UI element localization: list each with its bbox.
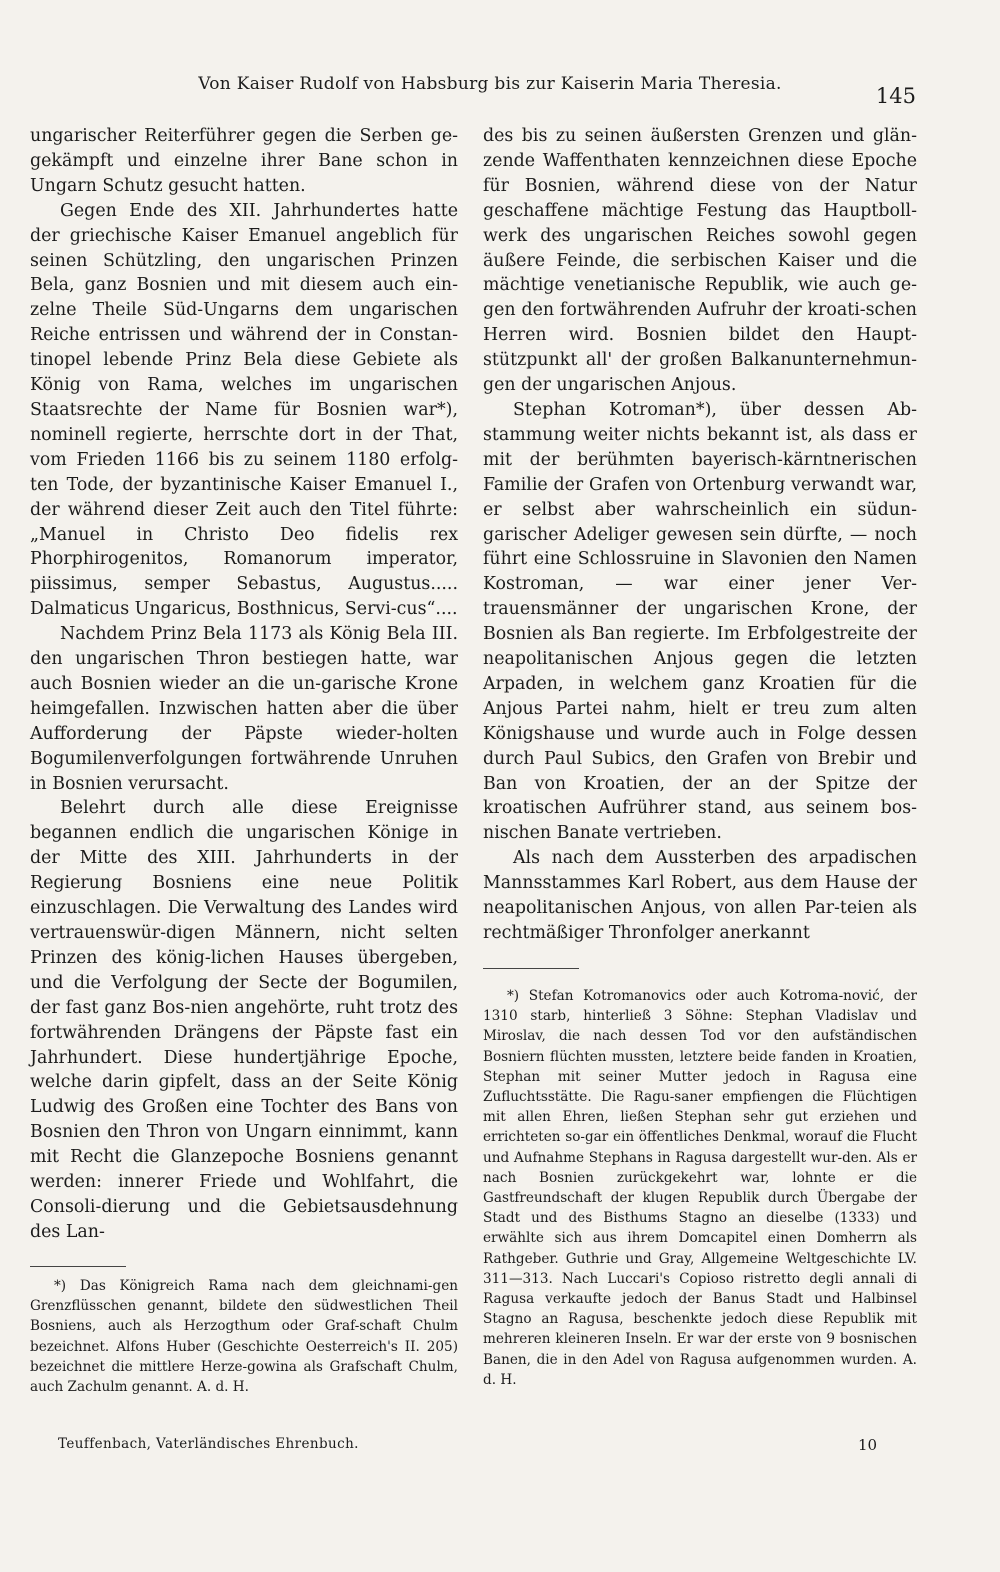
left-paragraph-4: Belehrt durch alle diese Ereignisse begannen endlich die ungarischen Könige in der Mitte des XIII. Jahrhunderts in der Regierung Bosniens eine neue Politik einzuschlagen. Die Verwaltung des Landes wird vertrauenswür-digen Männern, nicht selten Prinzen des könig-lichen Hauses übergeben, und die Verfolgung der Secte der Bogumilen, der fast ganz Bos-nien angehörte, ruht trotz des fortwährenden Drängens der Päpste fast ein Jahrhundert. Diese hundertjährige Epoche, welche darin gipfelt, dass an der Seite König Ludwig des Großen eine Tochter des Bans von Bosnien den Thron von Ungarn einnimmt, kann mit Recht die Glanzepoche Bosniens genannt werden: innerer Friede und Wohlfahrt, die Consoli-dierung und die Gebietsausdehnung des Lan- [30,798,458,1242]
left-footnote [30,1276,458,1397]
right-footnote-text: *) Stefan Kotromanovics oder auch Kotroma-nović, der 1310 starb, hinterließ 3 Söhne: Stephan Vladislav und Miroslav, die nach dessen Tod vor den aufständischen Bosniern flüchten mussten, letztere beide fanden in Kroatien, Stephan mit seiner Mutter jedoch in Ragusa eine Zufluchtsstätte. Die Ragu-saner empfiengen die Flüchtigen mit allen Ehren, ließen Stephan sehr gut erziehen und errichteten so-gar ein öffentliches Denkmal, worauf die Flucht und Aufnahme Stephans in Ragusa dargestellt wur-den. Als er nach Bosnien zurückgekehrt war, lohnte er die Gastfreundschaft der klugen Republik durch Übergabe der Stadt und des Bisthums Stagno an dieselbe (1333) und erwählte sich aus ihrem Domcapitel einen Domherrn als Rathgeber. Guthrie und Gray, Allgemeine Weltgeschichte LV. 311—313. Nach Luccari's Copioso ristretto degli annali di Ragusa verkaufte jedoch der Banus Stadt und Halbinsel Stagno an Ragusa, beschenkte jedoch diese Republik mit mehreren kleineren Inseln. Er war der erste von 9 bosnischen Banen, die in den Adel von Ragusa aufgenommen wurden. A. d. H. [483,988,917,1388]
page-number: 145 [875,84,916,108]
right-footnote [483,986,917,1390]
left-paragraph-2: Gegen Ende des XII. Jahrhundertes hatte der griechische Kaiser Emanuel angeblich für seinen Schützling, den ungarischen Prinzen Bela, ganz Bosnien und mit diesem auch ein-zelne Theile Süd-Ungarns dem ungarischen Reiche entrissen und während der in Constan-tinopel lebende Prinz Bela diese Gebiete als König von Rama, welches im ungarischen Staatsrechte der Name für Bosnien war*), nominell regierte, herrschte dort in der That, vom Frieden 1166 bis zu seinem 1180 erfolg-ten Tode, der byzantinische Kaiser Emanuel I., der während dieser Zeit auch den Titel führte: „Manuel in Christo Deo fidelis rex Phorphirogenitos, Romanorum imperator, piissimus, semper Sebastus, Augustus..... Dalmaticus Ungaricus, Bosthnicus, Servi-cus“.... [30,200,458,620]
right-paragraph-2: Stephan Kotroman*), über dessen Ab-stammung weiter nichts bekannt ist, als dass er mit der berühmten bayerisch-kärntnerischen Familie der Grafen von Ortenburg verwandt war, er selbst aber wahrscheinlich ein südun-garischer Adeliger gewesen sein dürfte, — noch führt eine Schlossruine in Slavonien den Namen Kostroman, — war einer jener Ver-trauensmänner der ungarischen Krone, der Bosnien als Ban regierte. Im Erbfolgestreite der neapolitanischen Anjous gegen die letzten Arpaden, in welchem ganz Kroatien für die Anjous Partei nahm, hielt er treu zum alten Königshause und wurde auch in Folge dessen durch Paul Subics, den Grafen von Brebir und Ban von Kroatien, der an der Spitze der kroatischen Aufrührer stand, aus seinem bos-nischen Banate vertrieben. [483,399,917,844]
left-footnote-rule [30,1266,126,1267]
right-paragraph-3: Als nach dem Aussterben des arpadischen Mannsstammes Karl Robert, aus dem Hause der neapolitanischen Anjous, von allen Par-teien als rechtmäßiger Thronfolger anerkannt [483,848,917,943]
left-column [30,124,458,1245]
left-paragraph-3: Nachdem Prinz Bela 1173 als König Bela III. den ungarischen Thron bestiegen hatte, war auch Bosnien wieder an die un-garische Krone heimgefallen. Inzwischen hatten aber die über Aufforderung der Päpste wieder-holten Bogumilenverfolgungen fortwährende Unruhen in Bosnien verursacht. [30,624,458,794]
right-footnote-rule [483,968,579,969]
right-column [483,124,917,946]
left-footnote-text: *) Das Königreich Rama nach dem gleichnami-gen Grenzflüsschen genannt, bildete den südwestlichen Theil Bosniens, auch als Herzogthum oder Graf-schaft Chulm bezeichnet. Alfons Huber (Geschichte Oesterreich's II. 205) bezeichnet die mittlere Herze-gowina als Grafschaft Chulm, auch Zachulm genannt. A. d. H. [30,1278,458,1396]
sheet-number: 10 [858,1436,878,1454]
running-title: Von Kaiser Rudolf von Habsburg bis zur Kaiserin Maria Theresia. [198,74,782,94]
left-paragraph-1: ungarischer Reiterführer gegen die Serben ge-gekämpft und einzelne ihrer Bane schon in Ungarn Schutz gesucht hatten. [30,126,458,196]
signature-mark: Teuffenbach, Vaterländisches Ehrenbuch. [58,1436,359,1452]
right-paragraph-1: des bis zu seinen äußersten Grenzen und glän-zende Waffenthaten kennzeichnen diese Epoche für Bosnien, während diese von der Natur geschaffene mächtige Festung das Hauptboll-werk des ungarischen Reiches sowohl gegen äußere Feinde, die serbischen Kaiser und die mächtige venetianische Republik, wie auch ge-gen den fortwährenden Aufruhr der kroati-schen Herren wird. Bosnien bildet den Haupt-stützpunkt all' der großen Balkanunternehmun-gen der ungarischen Anjous. [483,126,917,396]
